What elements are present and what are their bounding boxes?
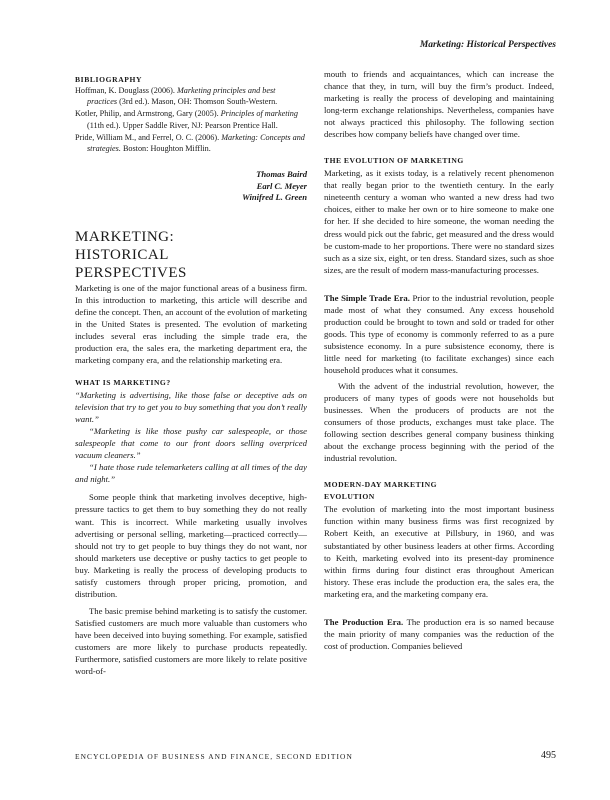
subheading-production-era: The Production Era.: [324, 616, 404, 627]
right-column: [324, 68, 554, 652]
bibliography-heading: BIBLIOGRAPHY: [75, 75, 143, 84]
author-name: Earl C. Meyer: [256, 180, 307, 191]
quote: “Marketing is advertising, like those false or deceptive ads on television that try to get you to buy something that you don’t really want.”: [75, 390, 307, 425]
article-title: MARKETING: HISTORICAL PERSPECTIVES: [75, 228, 187, 281]
page-number: 495: [541, 750, 556, 761]
bibliography-entry: Hoffman, K. Douglass (2006). Marketing principles and best practices (3rd ed.). Mason, OH: Thomson South-Western.: [75, 86, 278, 107]
body-paragraph: The evolution of marketing into the most important business function within many business firms was first recognized by Robert Keith, an executive at Pillsbury, in 1960, and was substantiated by other business leaders at other firms. According to Keith, marketing evolved into its present-day prominence within firms during four distinct eras throughout American history. These eras include the production era, the sales era, the marketing era, and the marketing company era.: [324, 504, 554, 599]
body-paragraph: mouth to friends and acquaintances, which can increase the chance that they, in turn, will buy the firm’s product. Indeed, marketing is really the process of developing and maintaining long-term exchange relationships. Nevertheless, companies have not always practiced this philosophy. The following section describes how company beliefs have changed over time.: [324, 69, 554, 140]
bibliography-entry: Pride, William M., and Ferrel, O. C. (2006). Marketing: Concepts and strategies. Boston: Houghton Mifflin.: [75, 132, 305, 154]
body-paragraph: Some people think that marketing involves deceptive, high-pressure tactics to get them to buy something they do not really want. This is incorrect. While marketing usually involves advertising or personal selling, marketing—practiced correctly—should not try to get people to buy things they do not want, nor should marketers use deceptive or pushy tactics to get people to buy. Marketing is really the process of developing products to satisfy customers through proper pricing, promotion, and distribution.: [75, 492, 307, 599]
body-paragraph: The Simple Trade Era. Prior to the industrial revolution, people made most of what they consumed. Any excess household production could be brought to town and sold or traded for other goods. This type of economy is commonly referred to as a pure subsistence economy. In a pure subsistence economy, there is little need for marketing (to facilitate exchanges) since each household produces what it consumes.: [324, 292, 554, 375]
author-signatures: [75, 169, 307, 204]
body-paragraph: Marketing, as it exists today, is a relatively recent phenomenon that really began prior to the twentieth century. In the early nineteenth century a woman who wanted a new dress had two choices, either to make her own or to hire someone to make one for her. If she decided to hire someone, the woman needing the dress would pick out the fabric, get measured and the dress would be custom-made to her proportions. There were no standard sizes such as a size six, eight, or ten dress. Standard sizes, such as shoe sizes, are the result of modern mass-manufacturing processes.: [324, 168, 554, 275]
subheading-simple-trade-era: The Simple Trade Era.: [324, 292, 410, 303]
intro-paragraph: Marketing is one of the major functional areas of a business firm. In this introduction to marketing, this article will describe and define the concept. Then, an account of the evolution of marketing in the United States is presented. The evolution of marketing includes several eras including the simple trade era, the production era, the sales era, the marketing department era, the marketing company era, and the relationship marketing era.: [75, 282, 307, 365]
author-name: Thomas Baird: [256, 169, 307, 180]
body-paragraph: With the advent of the industrial revolution, however, the producers of many types of goods were not households but businesses. When the producers of products are not the consumers of those products, exchanges must take place. The following section describes general company business thinking about the exchange process beginning with the period of the industrial revolution.: [324, 381, 554, 464]
quote: “Marketing is like those pushy car salespeople, or those salespeople that come to our front doors selling overpriced vacuum cleaners.”: [75, 426, 307, 461]
footer-publication: ENCYCLOPEDIA OF BUSINESS AND FINANCE, SECOND EDITION: [75, 752, 353, 761]
section-heading-modern-day: MODERN-DAY MARKETING EVOLUTION: [324, 480, 438, 502]
quote: “I hate those rude telemarketers calling at all times of the day and night.”: [75, 462, 307, 485]
section-heading-what-is-marketing: WHAT IS MARKETING?: [75, 378, 171, 388]
body-paragraph: The basic premise behind marketing is to satisfy the customer. Satisfied customers are much more valuable than customers who have been deceived into buying something. For example, satisfied customers are more likely to purchase products repeatedly. Furthermore, satisfied customers are more likely to relate positive word-of-: [75, 605, 307, 677]
left-column: [75, 68, 307, 677]
author-name: Winifred L. Green: [242, 192, 307, 203]
bibliography-entry: Kotler, Philip, and Armstrong, Gary (2005). Principles of marketing (11th ed.). Upper Saddle River, NJ: Pearson Prentice Hall.: [75, 109, 298, 130]
running-head: Marketing: Historical Perspectives: [419, 40, 556, 50]
body-paragraph: The Production Era. The production era is so named because the main priority of many companies was the reduction of the cost of production. Companies believed: [324, 616, 555, 651]
section-heading-evolution: THE EVOLUTION OF MARKETING: [324, 156, 464, 166]
